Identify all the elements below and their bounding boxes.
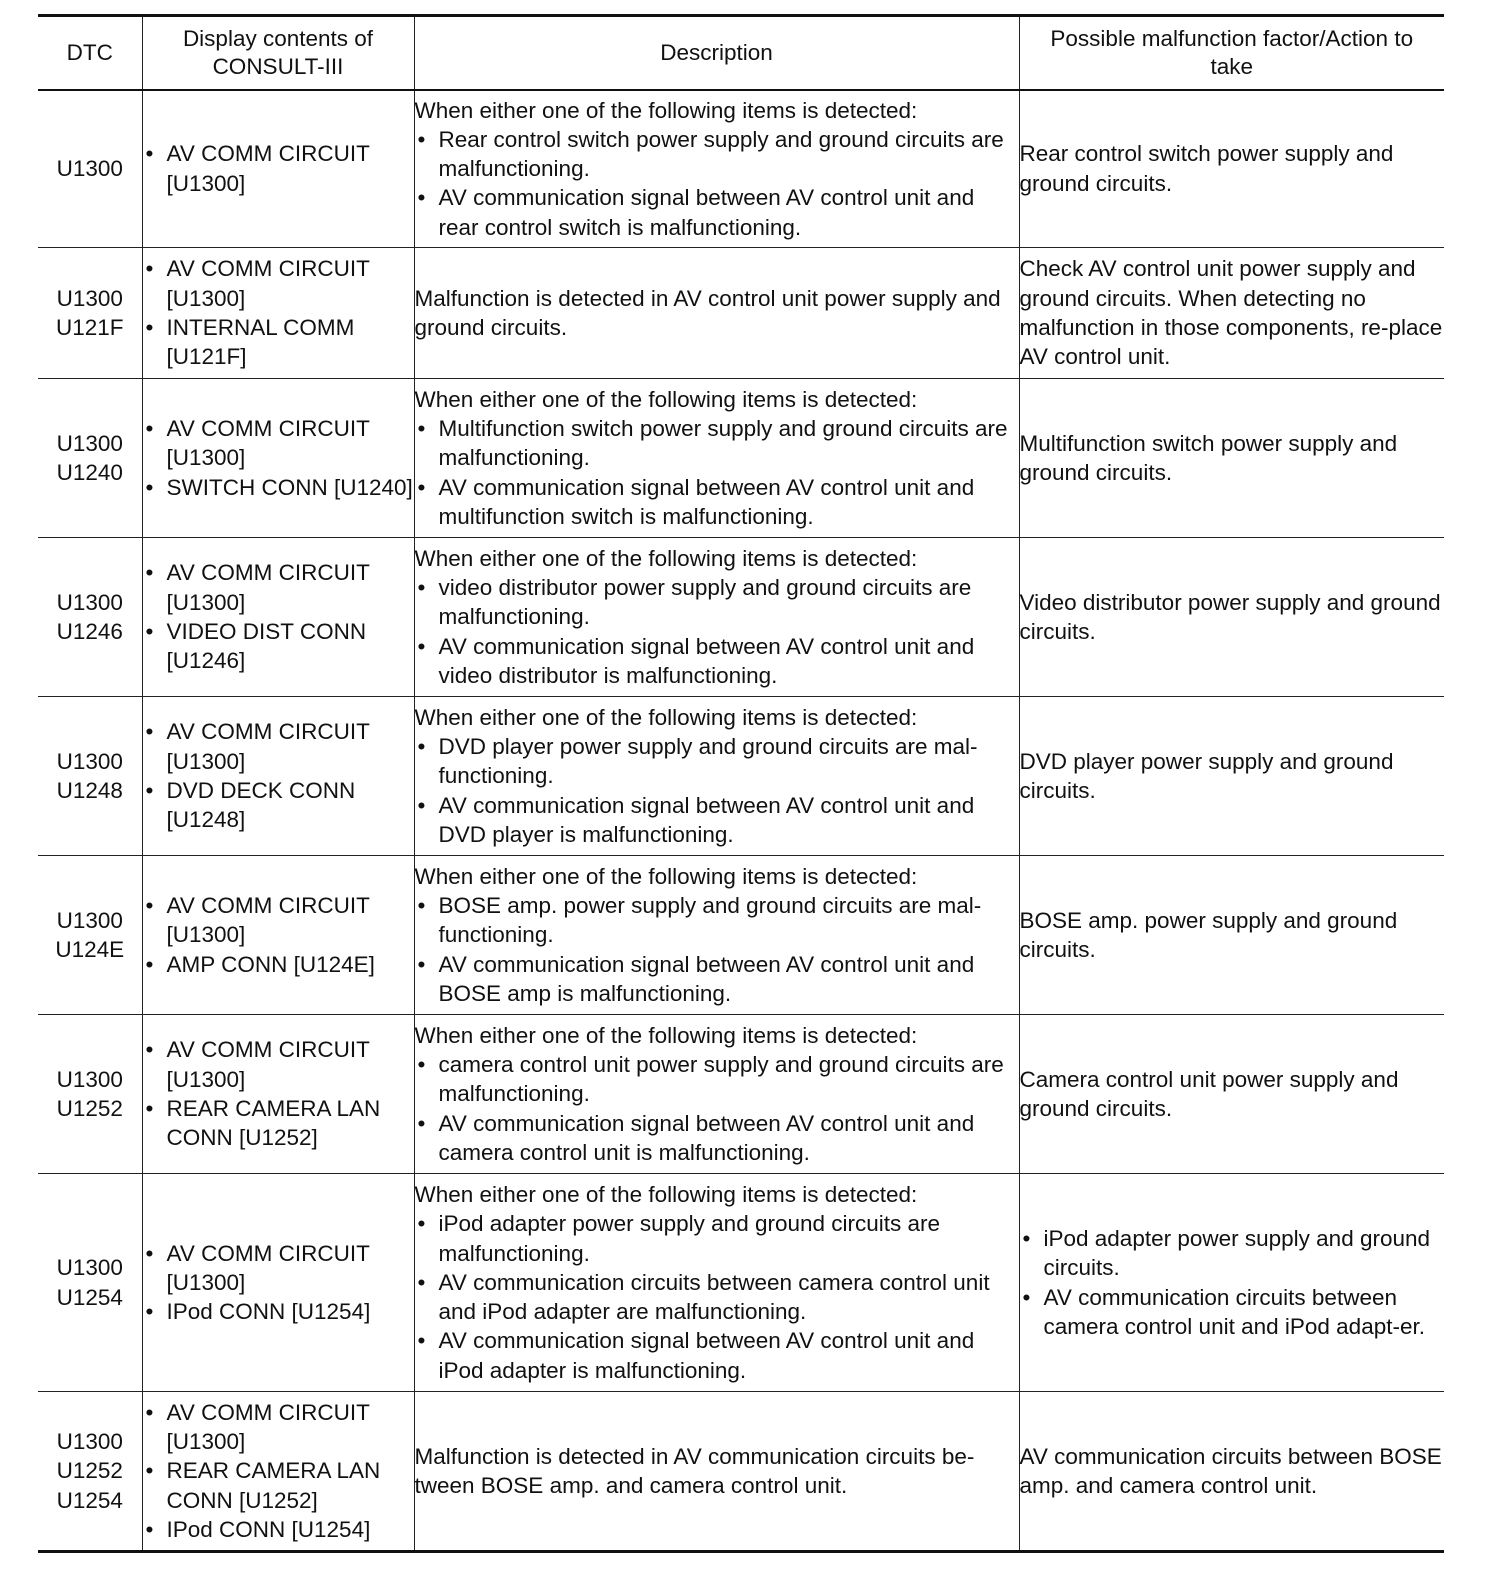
action-item: • AV communication circuits between camera control unit and iPod adapt-er. — [1020, 1283, 1445, 1342]
dtc-table — [38, 14, 1444, 1553]
action-cell — [1019, 697, 1444, 856]
display-contents-cell — [142, 538, 414, 697]
action-text: Camera control unit power supply and ground circuits. — [1019, 1066, 1399, 1121]
display-item: • REAR CAMERA LAN CONN [U1252] — [143, 1094, 414, 1153]
action-text: AV communication circuits between BOSE amp. and camera control unit. — [1019, 1443, 1442, 1498]
display-item: • AV COMM CIRCUIT [U1300] — [143, 1398, 414, 1457]
description-item: • AV communication signal between AV control unit and camera control unit is malfunctioning. — [415, 1109, 1019, 1168]
dtc-code: U1300 — [56, 1429, 123, 1455]
display-contents-cell — [142, 1015, 414, 1174]
description-cell — [414, 1392, 1019, 1552]
display-item: • VIDEO DIST CONN [U1246] — [143, 617, 414, 676]
dtc-code: U1252 — [56, 1096, 123, 1121]
action-cell — [1019, 379, 1444, 538]
dtc-cell — [38, 248, 142, 379]
description-item: • AV communication signal between AV control unit and iPod adapter is malfunctioning. — [415, 1326, 1019, 1385]
display-item: • INTERNAL COMM [U121F] — [143, 313, 414, 372]
dtc-cell — [38, 856, 142, 1015]
dtc-code: U1300 — [56, 907, 123, 933]
description-text: Malfunction is detected in AV control unit power supply and ground circuits. — [414, 285, 1001, 340]
dtc-cell — [38, 90, 142, 248]
display-item: • AMP CONN [U124E] — [143, 950, 414, 979]
display-item: • REAR CAMERA LAN CONN [U1252] — [143, 1456, 414, 1515]
header-action: Possible malfunction factor/Action to take — [1019, 16, 1444, 90]
action-cell — [1019, 538, 1444, 697]
display-contents-list — [143, 139, 414, 198]
description-intro: When either one of the following items is detected: — [414, 863, 918, 889]
description-item: • AV communication signal between AV control unit and multifunction switch is malfunctioning. — [415, 473, 1019, 532]
display-item: • AV COMM CIRCUIT [U1300] — [143, 414, 414, 473]
description-cell — [414, 379, 1019, 538]
display-contents-cell — [142, 1392, 414, 1552]
description-cell — [414, 856, 1019, 1015]
header-row — [38, 16, 1444, 90]
description-item: • BOSE amp. power supply and ground circuits are mal-functioning. — [415, 891, 1019, 950]
description-cell — [414, 697, 1019, 856]
dtc-code: U1300 — [56, 589, 123, 615]
dtc-code: U1254 — [56, 1284, 123, 1310]
description-item: • AV communication signal between AV control unit and BOSE amp is malfunctioning. — [415, 950, 1019, 1009]
dtc-cell — [38, 538, 142, 697]
description-intro: When either one of the following items is detected: — [414, 97, 918, 123]
display-item: • AV COMM CIRCUIT [U1300] — [143, 139, 414, 198]
dtc-code: U1254 — [56, 1487, 123, 1513]
display-item: • SWITCH CONN [U1240] — [143, 473, 414, 502]
action-cell — [1019, 248, 1444, 379]
display-item: • DVD DECK CONN [U1248] — [143, 776, 414, 835]
dtc-code: U1252 — [56, 1458, 123, 1484]
description-item: • AV communication signal between AV control unit and rear control switch is malfunctioning. — [415, 183, 1019, 242]
display-item: • AV COMM CIRCUIT [U1300] — [143, 1239, 414, 1298]
table-row — [38, 856, 1444, 1015]
table-row — [38, 1174, 1444, 1392]
description-cell — [414, 248, 1019, 379]
description-intro: When either one of the following items is detected: — [414, 545, 918, 571]
description-intro: When either one of the following items is detected: — [414, 1022, 918, 1048]
display-item: • AV COMM CIRCUIT [U1300] — [143, 1035, 414, 1094]
display-contents-list — [143, 1398, 414, 1544]
dtc-code: U1300 — [56, 156, 123, 182]
dtc-code: U124E — [55, 937, 125, 962]
action-list — [1020, 1224, 1445, 1341]
display-contents-cell — [142, 697, 414, 856]
dtc-code: U1300 — [56, 1255, 123, 1281]
description-intro: When either one of the following items is detected: — [414, 704, 918, 730]
display-item: • IPod CONN [U1254] — [143, 1297, 414, 1326]
dtc-code: U1300 — [56, 430, 123, 456]
display-contents-cell — [142, 1174, 414, 1392]
action-text: Rear control switch power supply and ground circuits. — [1019, 141, 1394, 196]
description-cell — [414, 1015, 1019, 1174]
description-item: • AV communication circuits between camera control unit and iPod adapter are malfunctioning. — [415, 1268, 1019, 1327]
description-item: • camera control unit power supply and ground circuits are malfunctioning. — [415, 1050, 1019, 1109]
action-text: Video distributor power supply and ground circuits. — [1019, 589, 1441, 644]
action-text: Check AV control unit power supply and ground circuits. When detecting no malfunction in those components, re-place AV control unit. — [1019, 256, 1443, 370]
description-cell — [414, 1174, 1019, 1392]
dtc-code: U1240 — [56, 460, 123, 485]
action-cell — [1019, 1015, 1444, 1174]
action-cell — [1019, 1392, 1444, 1552]
description-item: • Multifunction switch power supply and ground circuits are malfunctioning. — [415, 414, 1019, 473]
display-contents-list — [143, 1239, 414, 1327]
table-row — [38, 697, 1444, 856]
description-item: • AV communication signal between AV control unit and video distributor is malfunctioning. — [415, 632, 1019, 691]
table-row — [38, 1392, 1444, 1552]
action-item: • iPod adapter power supply and ground circuits. — [1020, 1224, 1445, 1283]
table-row — [38, 538, 1444, 697]
action-cell — [1019, 856, 1444, 1015]
description-intro: When either one of the following items is detected: — [414, 1181, 918, 1207]
description-item: • DVD player power supply and ground circuits are mal-functioning. — [415, 732, 1019, 791]
description-list — [415, 573, 1019, 690]
table-row — [38, 1015, 1444, 1174]
display-contents-list — [143, 717, 414, 834]
display-contents-list — [143, 414, 414, 502]
dtc-cell — [38, 697, 142, 856]
action-cell — [1019, 90, 1444, 248]
table-row — [38, 248, 1444, 379]
display-contents-list — [143, 558, 414, 675]
description-cell — [414, 538, 1019, 697]
action-text: BOSE amp. power supply and ground circuits. — [1019, 907, 1398, 962]
display-contents-cell — [142, 90, 414, 248]
description-list — [415, 1209, 1019, 1385]
dtc-cell — [38, 1392, 142, 1552]
action-text: DVD player power supply and ground circuits. — [1019, 748, 1394, 803]
description-list — [415, 732, 1019, 849]
description-item: • Rear control switch power supply and ground circuits are malfunctioning. — [415, 125, 1019, 184]
description-list — [415, 125, 1019, 242]
description-list — [415, 1050, 1019, 1167]
display-item: • AV COMM CIRCUIT [U1300] — [143, 891, 414, 950]
table-row — [38, 379, 1444, 538]
description-item: • video distributor power supply and ground circuits are malfunctioning. — [415, 573, 1019, 632]
description-list — [415, 414, 1019, 531]
description-item: • iPod adapter power supply and ground circuits are malfunctioning. — [415, 1209, 1019, 1268]
header-description: Description — [414, 16, 1019, 90]
action-cell — [1019, 1174, 1444, 1392]
description-item: • AV communication signal between AV control unit and DVD player is malfunctioning. — [415, 791, 1019, 850]
display-contents-cell — [142, 248, 414, 379]
display-item: • AV COMM CIRCUIT [U1300] — [143, 558, 414, 617]
dtc-cell — [38, 379, 142, 538]
dtc-code: U1300 — [56, 285, 123, 311]
description-list — [415, 891, 1019, 1008]
display-contents-list — [143, 891, 414, 979]
dtc-code: U1300 — [56, 1066, 123, 1092]
display-contents-cell — [142, 379, 414, 538]
dtc-cell — [38, 1174, 142, 1392]
display-contents-list — [143, 1035, 414, 1152]
dtc-code: U121F — [55, 315, 124, 340]
dtc-cell — [38, 1015, 142, 1174]
description-text: Malfunction is detected in AV communication circuits be-tween BOSE amp. and camera control unit. — [414, 1443, 975, 1498]
display-item: • AV COMM CIRCUIT [U1300] — [143, 717, 414, 776]
table-row — [38, 90, 1444, 248]
description-intro: When either one of the following items is detected: — [414, 386, 918, 412]
description-cell — [414, 90, 1019, 248]
header-dtc: DTC — [38, 16, 142, 90]
display-item: • IPod CONN [U1254] — [143, 1515, 414, 1544]
dtc-code: U1248 — [56, 778, 123, 803]
display-contents-cell — [142, 856, 414, 1015]
action-text: Multifunction switch power supply and ground circuits. — [1019, 430, 1398, 485]
display-item: • AV COMM CIRCUIT [U1300] — [143, 254, 414, 313]
dtc-code: U1300 — [56, 748, 123, 774]
display-contents-list — [143, 254, 414, 371]
dtc-code: U1246 — [56, 619, 123, 644]
header-display-contents: Display contents of CONSULT-III — [142, 16, 414, 90]
